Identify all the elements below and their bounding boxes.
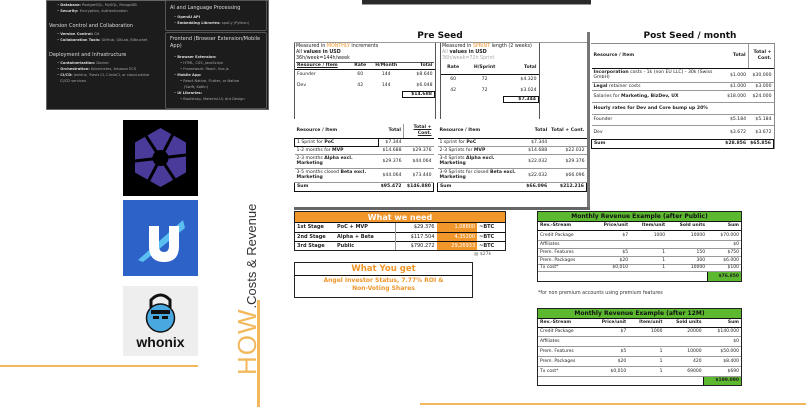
what-you-get-title: What You get	[295, 263, 472, 276]
table-row: 3-4 Sprints Alpha excl. Marketing $22.032 $29.376	[439, 155, 585, 166]
need-row: 3rd Stage Public $790.272 29,26933 ~BTC	[297, 242, 495, 249]
tech-item: CI/CD services	[60, 79, 86, 83]
tech-item: • OpenAI API	[174, 15, 201, 19]
divider-line-bottom	[420, 403, 806, 405]
table-row: Prem. Packages $20 1 300 $6.000	[540, 257, 739, 263]
table-row: 3-5 months closed Beta excl. Marketing $44.064 $73.440	[296, 169, 432, 180]
tech-item: • Framework: React, Vue.js	[180, 67, 229, 71]
postseed-table	[591, 43, 775, 149]
tech-item: • Browser Extension:	[174, 55, 217, 59]
total-row: $76.850	[538, 271, 741, 281]
tech-item: • Containerization: Docker	[57, 61, 109, 65]
table-row: Affiliates $0	[540, 241, 739, 247]
table-row: Credit Package $7 1000 10000 $70.000	[538, 230, 741, 240]
revenue-12m-title: Monthly Revenue Example (after 12M)	[538, 309, 741, 319]
tech-item: • UI Libraries:	[174, 91, 203, 95]
what-we-need-title: What we need	[295, 212, 505, 223]
table-row: Incorporation costs - 1k (non EU LLC) - 30k (Swiss GmbH) $1.000 $30.000	[593, 69, 772, 80]
preseed-right-bar	[587, 32, 590, 208]
monthly-rate-table	[294, 43, 436, 119]
revenue-12m-table	[537, 308, 742, 386]
tech-item: (Swift, Kotlin)	[184, 85, 208, 89]
table-row: 1 Sprint for PoC $7.344	[295, 138, 434, 146]
monthly-hours-note: 36h/week=144h/week	[296, 56, 434, 63]
table-row: 3-9 Sprints for closed Beta excl. Marketing $22.032 $66.096	[439, 169, 585, 180]
need-row: 2nd Stage Alpha + Beta $117.504 4,35200 ~BTC	[295, 232, 505, 241]
divider-line-left	[0, 365, 198, 367]
what-we-need-table	[294, 211, 506, 251]
tech-item: • Database: PostgreSQL, MySQL, MongoDB	[57, 3, 137, 7]
tech-item: • Embedding Libraries: spaCy (Python)	[174, 21, 250, 25]
total-row: $7.344	[441, 96, 539, 102]
table-row: 2-3 months Alpha excl. Marketing $29.376 $44.064	[296, 155, 432, 166]
revenue-public-table	[537, 211, 742, 282]
sprint-usd-note: All values in USD	[442, 50, 487, 55]
tech-item: • CI/CD: Jenkins, Travis CI, CircleCI, or cloud-native	[57, 73, 150, 77]
tech-item: • React Native, Flutter, or Native	[180, 79, 240, 83]
table-row: 60 72 $4.320	[450, 77, 537, 83]
note-row: Hourly rates for Dev and Core bump up 20%	[592, 102, 774, 114]
table-row: 1-2 months for MVP $14.688 $29.376	[296, 147, 432, 153]
table-header-row: Rev.-Stream Price/unit Item/unit Sold units Sum	[540, 223, 739, 229]
ai-heading: AI and Language Processing	[170, 5, 241, 11]
need-row: 1st Stage PoC + MVP $29.376 1,08800 ~BTC	[295, 223, 505, 232]
sum-row: Sum $28.856 $65.856	[592, 139, 774, 148]
table-row: 1 sprint for PoC $7.344	[438, 138, 587, 146]
tech-left-column	[49, 1, 167, 109]
btc-rate-note: @ $27k	[474, 252, 492, 257]
table-header-row: Resource / Item Rate H/Month Total	[297, 63, 433, 69]
vertical-page-title	[232, 204, 263, 375]
sum-row: Sum $66.096 $212.216	[438, 182, 587, 191]
table-row: Dev $3.672 $3.672	[593, 129, 772, 135]
tech-item: • HTML, CSS, JavaScript	[180, 61, 223, 65]
sum-row: Sum $95.472 $146.880	[295, 182, 434, 191]
tech-item: • Mobile App:	[174, 73, 202, 77]
title-sub: .Costs & Revenue	[244, 203, 259, 309]
table-header-row: Resource / Item Total Total + Cont.	[592, 44, 774, 68]
tech-item: • Security: Encryption, Authentication	[57, 9, 128, 13]
table-row: Dev 42 144 $6.048	[297, 82, 433, 88]
what-you-get-box	[294, 262, 473, 298]
preseed-bottom-bar	[294, 207, 590, 210]
tech-item: • Orchestration: Kubernetes, Amazon ECS	[57, 67, 137, 71]
table-row: Prem. Features $5 1 10000 $50.000	[538, 346, 741, 356]
table-row: Salaries for Marketing, BizDev, UX $18.000 $24.000	[592, 90, 774, 102]
table-header-row: Resource / Item Total Total + Cont.	[295, 124, 434, 138]
hexagon-aperture-logo	[123, 120, 198, 196]
whonix-wordmark: whonix	[136, 334, 185, 350]
table-row: Prem. Packages $20 1 420 $8.400	[538, 356, 741, 366]
top-dark-strip	[362, 0, 591, 5]
sprint-phases-table	[437, 124, 587, 192]
monthly-usd-note: All values in USD	[296, 50, 341, 55]
sprint-note: Measured in SPRINT length (2 weeks)	[442, 44, 532, 49]
total-row: $14.688	[295, 91, 435, 97]
tech-item: • Version Control: Git	[57, 32, 100, 36]
revenue-public-title: Monthly Revenue Example (after Public)	[538, 212, 741, 222]
table-header-row: Rate H/Sprint Total	[441, 62, 539, 74]
total-row: $199.090	[538, 376, 741, 385]
tech-section-heading: Version Control and Collaboration	[49, 23, 133, 29]
table-row: Founder 60 144 $8.640	[297, 72, 433, 78]
tech-item: • Bootstrap, Material-UI, Ant Design	[180, 97, 245, 101]
frontend-heading: Frontend (Browser Extension/Mobile App)	[170, 36, 261, 49]
u-logo	[123, 200, 198, 276]
postseed-title: Post Seed / month	[643, 31, 737, 41]
revenue-footnote: *for non premium accounts using premium features	[538, 291, 663, 296]
tech-section-heading: Deployment and Infrastructure	[49, 52, 127, 58]
table-row: Affiliates $0	[538, 336, 741, 346]
sprint-hours-note: 36h/week=72h Sprint	[442, 56, 495, 61]
tech-ai-box	[165, 0, 267, 31]
table-row: 2-3 Sprints for MVP $14.688 $22.032	[439, 147, 585, 153]
tech-frontend-box	[165, 32, 267, 109]
title-how: HOW	[232, 308, 262, 375]
tech-item: • Collaboration Tools: GitHub, GitLab, Bitbucket	[57, 38, 148, 42]
whonix-logo	[123, 286, 198, 356]
monthly-phases-table	[294, 124, 434, 192]
table-row: Founder $5.184 $5.184	[592, 114, 774, 125]
table-row: Credit Package $7 1000 20000 $140.000	[540, 329, 739, 334]
preseed-title: Pre Seed	[417, 31, 463, 41]
tech-stack-panel	[46, 0, 269, 110]
table-row: Legal retainer costs $1.000 $3.000	[593, 83, 772, 89]
table-row: 42 72 $3.024	[450, 87, 537, 93]
what-you-get-text: Angel Investor Status, 7.77% ROI & Non-Voting Shares	[323, 277, 444, 292]
table-row: Tx cost* $0,010 1 10000 $100	[540, 265, 739, 270]
table-row: Prem. Features $5 1 150 $750	[540, 249, 739, 255]
table-header-row: Rev.-Stream Price/unit Item/unit Sold units Sum	[540, 320, 739, 326]
sprint-rate-table	[440, 43, 540, 119]
table-row: Tx cost* $0,010 1 69000 $690	[538, 366, 741, 376]
table-header-row: Resource / Item Total Total + Cont.	[438, 124, 587, 138]
monthly-note: Measured in MONTHLY increments	[296, 44, 379, 49]
